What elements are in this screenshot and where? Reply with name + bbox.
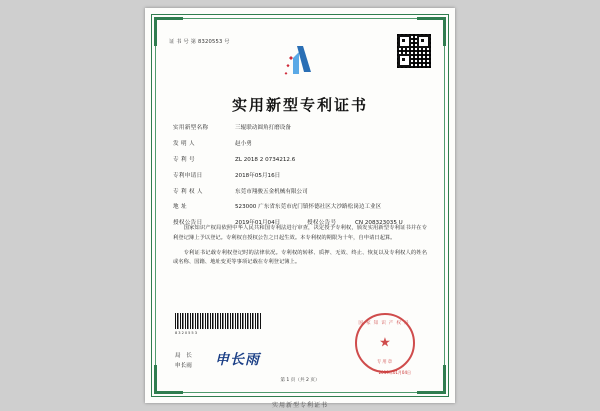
field-label: 专 利 权 人 [173,188,203,195]
field-label: 地 址 [173,204,187,211]
field-row [173,140,427,148]
seal-date: 2019年01月04日 [378,370,411,375]
star-icon: ★ [379,335,391,351]
certificate-paragraphs [173,224,427,273]
field-label: 授权公告日 [173,220,203,227]
certificate-fields [173,124,427,235]
handwritten-signature: 申长雨 [215,352,260,368]
signature-block [175,352,192,371]
field-row [173,172,427,180]
official-seal [355,313,415,373]
qr-finder-top-right [417,35,430,48]
field-label: 专 利 号 [173,156,195,163]
page-title: 实用新型专利证书 [231,96,368,114]
image-caption: 实用新型专利证书 [271,402,328,409]
field-row [173,124,427,132]
field-label: 发 明 人 [173,140,195,147]
patent-emblem-icon [277,42,323,88]
barcode-number: 8320553 [175,331,199,335]
field-value: 523000 广东省东莞市虎门镇怀德社区大沙路松岗边工业区 [235,204,382,211]
field-value: 东莞市翔骏五金机械有限公司 [235,188,308,195]
qr-finder-top-left [398,35,411,48]
certificate-page [145,8,455,403]
field-row [173,188,427,196]
qr-finder-bottom-left [398,54,411,67]
signer-name-label: 申长雨 [175,362,192,369]
barcode-icon [175,313,261,329]
field-value: ZL 2018 2 0734212.6 [235,156,296,163]
seal-top-text: 国家知识产权局 [358,321,412,326]
field-row [173,203,427,211]
field-value: 赵小勇 [235,140,252,147]
field-label: 专利申请日 [173,172,203,179]
field-label: 实用新型名称 [173,125,209,131]
page-number: 第 1 页（共 2 页） [280,378,320,383]
paragraph: 专利证书记载专利权登记时的法律状况。专利权的转移、质押、无效、终止、恢复以及专利权人的姓名或名称、国籍、地址变更等事项记载在专利登记簿上。 [173,249,427,266]
field-value: CN 208323035 U [355,220,403,227]
field-value: 2019年01月04日 [235,220,281,227]
qr-code-icon [397,34,431,68]
field-label: 授权公告号 [307,220,337,227]
field-value: 2018年05月16日 [235,172,281,179]
field-row [173,156,427,164]
paragraph: 国家知识产权局依照中华人民共和国专利法进行审查，决定授予专利权，颁发实用新型专利证书并在专利登记簿上予以登记。专利权自授权公告之日起生效。本专利权的期限为十年，自申请日起算。 [173,225,427,241]
field-value: 三辊联动圆角打磨设备 [235,125,291,131]
office-label: 局 长 [175,353,192,359]
certificate-number: 证 书 号 第 8320553 号 [169,39,230,45]
certificate-content [167,28,433,385]
seal-bottom-text: 专用章 [376,360,394,365]
